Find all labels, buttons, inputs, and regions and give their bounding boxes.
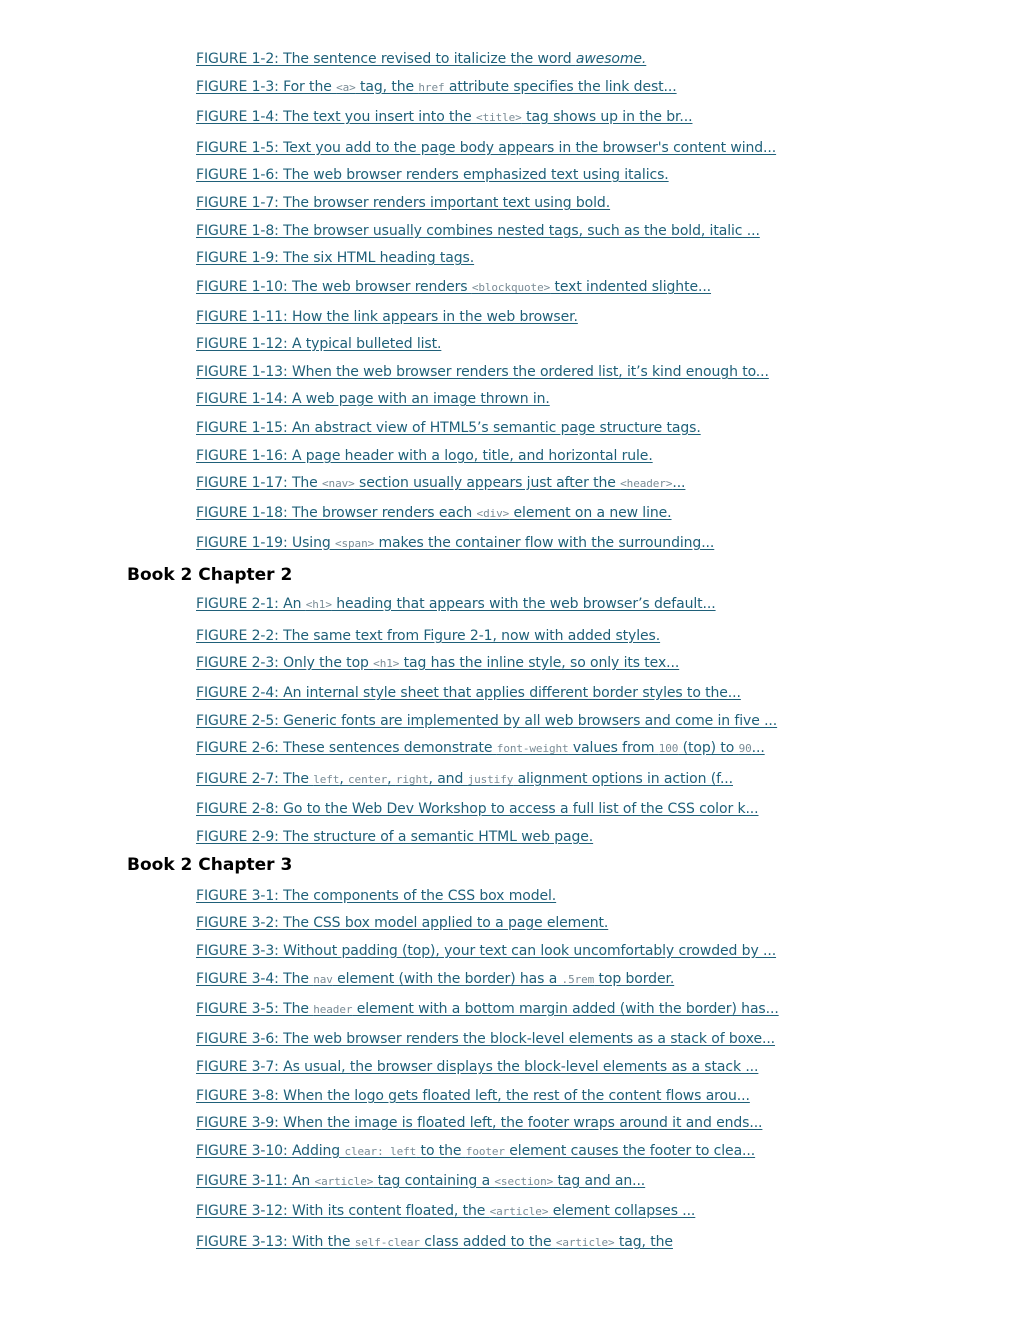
link-text: FIGURE 2-3: Only the top [196,655,374,671]
inline-code: <section> [494,1175,554,1188]
link-text: ... [672,475,686,491]
link-text: attribute specifies the link dest... [444,79,677,95]
link-text: top border. [594,971,675,987]
inline-code: 100 [658,742,679,755]
link-text: FIGURE 1-10: The web browser renders [196,279,472,295]
figure-link-3-12[interactable] [196,1202,695,1221]
figure-link-1-3[interactable] [196,78,677,97]
inline-code: <title> [476,111,522,124]
chapter-heading-book2-ch3: Book 2 Chapter 3 [127,855,293,875]
inline-code: <h1> [373,657,400,670]
inline-code: self-clear [354,1236,420,1249]
link-text: FIGURE 1-2: The sentence revised to italicize the word [196,51,576,67]
link-text: FIGURE 1-15: An abstract view of HTML5’s semantic page structure tags. [196,420,701,436]
figure-link-2-1[interactable] [196,595,716,614]
figure-link-1-17[interactable] [196,474,685,493]
inline-code: nav [313,973,333,986]
inline-code: <article> [314,1175,374,1188]
link-text: , [339,771,349,787]
inline-code: <div> [476,507,510,520]
link-text: element causes the footer to clea... [504,1143,756,1159]
figure-link-3-3[interactable] [196,942,776,960]
link-text: FIGURE 1-4: The text you insert into the [196,109,477,125]
link-text: element with a bottom margin added (with the border) has... [352,1001,779,1017]
link-text: FIGURE 3-4: The [196,971,314,987]
link-text: FIGURE 2-5: Generic fonts are implemented by all web browsers and come in five ... [196,713,778,729]
link-text: FIGURE 3-9: When the image is floated left, the footer wraps around it and ends... [196,1115,763,1131]
link-text: FIGURE 2-9: The structure of a semantic HTML web page. [196,829,594,845]
link-text: FIGURE 1-7: The browser renders important text using bold. [196,195,611,211]
figure-link-1-5[interactable] [196,139,776,157]
link-text: element (with the border) has a [332,971,562,987]
link-text: FIGURE 1-17: The [196,475,323,491]
link-text: FIGURE 1-11: How the link appears in the web browser. [196,309,578,325]
figure-link-1-6[interactable] [196,166,669,184]
link-text: FIGURE 1-5: Text you add to the page body appears in the browser's content wind... [196,140,777,156]
link-text: FIGURE 1-13: When the web browser renders the ordered list, it’s kind enough to... [196,364,769,380]
inline-code: 90 [738,742,752,755]
link-text: FIGURE 1-3: For the [196,79,337,95]
figure-link-1-12[interactable] [196,335,441,353]
inline-code: <article> [489,1205,549,1218]
figure-link-3-4[interactable] [196,970,674,989]
figure-link-1-19[interactable] [196,534,714,553]
link-text: tag, the [355,79,419,95]
figure-link-1-13[interactable] [196,363,769,381]
figure-link-1-16[interactable] [196,447,653,465]
figure-link-3-8[interactable] [196,1087,750,1105]
link-text: FIGURE 2-4: An internal style sheet that applies different border styles to the... [196,685,741,701]
inline-code: <nav> [322,477,355,490]
figure-link-1-11[interactable] [196,308,578,326]
figure-link-3-11[interactable] [196,1172,645,1191]
figure-link-3-7[interactable] [196,1058,758,1076]
inline-code: <a> [336,81,356,94]
figure-link-3-9[interactable] [196,1114,762,1132]
inline-code: <span> [334,537,375,550]
link-text: FIGURE 1-14: A web page with an image thrown in. [196,391,550,407]
figure-link-3-1[interactable] [196,887,556,905]
link-text: , and [428,771,468,787]
figure-link-2-2[interactable] [196,627,660,645]
inline-code: <blockquote> [471,281,551,294]
link-text: FIGURE 1-16: A page header with a logo, title, and horizontal rule. [196,448,653,464]
link-text: FIGURE 1-9: The six HTML heading tags. [196,250,475,266]
link-text: FIGURE 1-8: The browser usually combines nested tags, such as the bold, italic ... [196,223,760,239]
chapter-heading-book2-ch2: Book 2 Chapter 2 [127,565,293,585]
link-text: FIGURE 3-6: The web browser renders the block-level elements as a stack of boxe... [196,1031,776,1047]
link-text: (top) to [678,740,739,756]
inline-code: <h1> [305,598,332,611]
link-text: FIGURE 3-12: With its content floated, the [196,1203,490,1219]
figure-link-2-7[interactable] [196,770,733,789]
figure-link-2-6[interactable] [196,739,765,758]
figure-link-2-5[interactable] [196,712,777,730]
figure-link-1-4[interactable] [196,108,692,127]
link-text: FIGURE 3-3: Without padding (top), your text can look uncomfortably crowded by ... [196,943,777,959]
link-text: , [387,771,396,787]
link-text: FIGURE 3-11: An [196,1173,315,1189]
link-text: FIGURE 2-8: Go to the Web Dev Workshop to access a full list of the CSS color k... [196,801,759,817]
figure-link-3-13[interactable] [196,1233,673,1252]
emphasized-text: awesome. [575,51,647,67]
figure-link-2-3[interactable] [196,654,679,673]
link-text: tag shows up in the br... [521,109,693,125]
inline-code: .5rem [561,973,595,986]
inline-code: footer [465,1145,505,1158]
figure-link-2-9[interactable] [196,828,593,846]
inline-code: <header> [620,477,673,490]
link-text: section usually appears just after the [354,475,621,491]
inline-code: font-weight [496,742,569,755]
link-text: tag containing a [373,1173,495,1189]
inline-code: left [313,773,340,786]
link-text: values from [568,740,659,756]
link-text: FIGURE 3-10: Adding [196,1143,345,1159]
link-text: tag, the [614,1234,673,1250]
figure-link-1-8[interactable] [196,222,760,240]
figure-link-3-6[interactable] [196,1030,775,1048]
link-text: alignment options in action (f... [513,771,733,787]
link-text: tag and an... [553,1173,646,1189]
figure-link-1-7[interactable] [196,194,610,212]
link-text: FIGURE 3-13: With the [196,1234,355,1250]
link-text: FIGURE 3-5: The [196,1001,314,1017]
link-text: FIGURE 2-7: The [196,771,314,787]
figure-link-2-4[interactable] [196,684,741,702]
inline-code: clear: left [344,1145,417,1158]
link-text: FIGURE 1-6: The web browser renders emphasized text using italics. [196,167,669,183]
link-text: FIGURE 2-6: These sentences demonstrate [196,740,497,756]
link-text: class added to the [419,1234,556,1250]
figure-link-1-10[interactable] [196,278,711,297]
figure-link-1-15[interactable] [196,419,701,437]
link-text: makes the container flow with the surrounding... [374,535,715,551]
link-text: FIGURE 2-2: The same text from Figure 2-1, now with added styles. [196,628,661,644]
link-text: FIGURE 1-18: The browser renders each [196,505,477,521]
figure-link-1-2[interactable] [196,50,646,68]
link-text: FIGURE 3-1: The components of the CSS box model. [196,888,557,904]
link-text: tag has the inline style, so only its tex... [399,655,680,671]
link-text: FIGURE 1-19: Using [196,535,335,551]
link-text: ... [751,740,765,756]
link-text: FIGURE 1-12: A typical bulleted list. [196,336,442,352]
inline-code: header [313,1003,353,1016]
figure-link-1-14[interactable] [196,390,550,408]
inline-code: <article> [555,1236,615,1249]
inline-code: justify [467,773,514,786]
link-text: element on a new line. [509,505,672,521]
link-text: to the [416,1143,466,1159]
link-text: FIGURE 3-8: When the logo gets floated left, the rest of the content flows arou... [196,1088,750,1104]
figure-link-2-8[interactable] [196,800,759,818]
inline-code: href [418,81,445,94]
link-text: FIGURE 3-7: As usual, the browser displays the block-level elements as a stack ... [196,1059,759,1075]
link-text: FIGURE 3-2: The CSS box model applied to a page element. [196,915,609,931]
figure-link-1-18[interactable] [196,504,672,523]
figure-link-3-10[interactable] [196,1142,755,1161]
inline-code: right [395,773,429,786]
link-text: text indented slighte... [550,279,712,295]
figure-link-3-5[interactable] [196,1000,779,1019]
link-text: FIGURE 2-1: An [196,596,306,612]
link-text: element collapses ... [548,1203,696,1219]
figure-link-3-2[interactable] [196,914,608,932]
link-text: heading that appears with the web browser’s default... [331,596,716,612]
figure-link-1-9[interactable] [196,249,474,267]
inline-code: center [348,773,388,786]
